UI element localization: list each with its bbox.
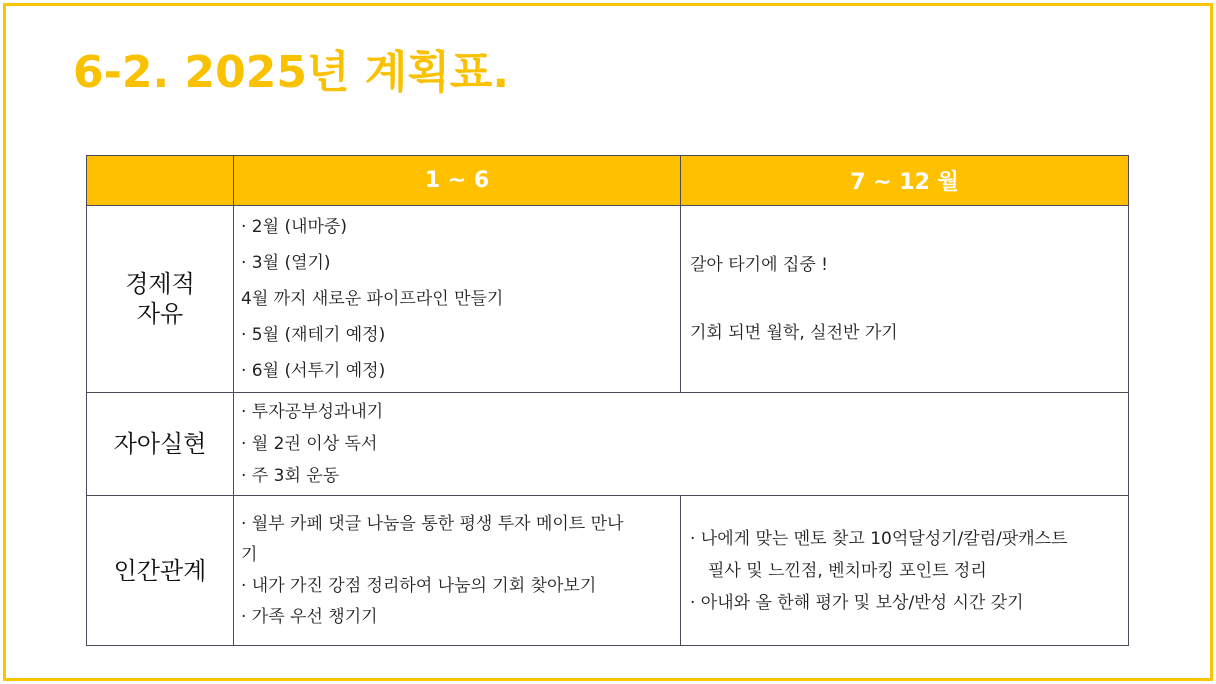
list-item: · 내가 가진 강점 정리하여 나눔의 기회 찾아보기 (241, 575, 597, 596)
row-label-economic-freedom (87, 206, 234, 393)
relationships-first-half (234, 496, 681, 646)
list-item: · 3월 (열기) (241, 253, 331, 273)
row-label-line: 경제적 (125, 270, 195, 298)
header-empty (87, 156, 234, 206)
header-first-half: 1 ~ 6 (234, 156, 681, 206)
economic-second-half (681, 206, 1129, 393)
list-item: · 월부 카페 댓글 나눔을 통한 평생 투자 메이트 만나 (241, 513, 624, 534)
relationships-second-half (681, 496, 1129, 646)
row-label-line: 자유 (136, 300, 184, 328)
list-item: · 주 3회 운동 (241, 466, 340, 486)
table-row-self-realization (87, 393, 1129, 496)
list-item: 필사 및 느낀점, 벤치마킹 포인트 정리 (708, 560, 987, 581)
list-item: · 나에게 맞는 멘토 찾고 10억달성기/칼럼/팟캐스트 (690, 528, 1068, 549)
row-label-relationships: 인간관계 (87, 496, 234, 646)
list-item: · 월 2권 이상 독서 (241, 434, 378, 454)
self-realization-full-year (234, 393, 1129, 496)
header-second-half: 7 ~ 12 월 (681, 156, 1129, 206)
table-row-relationships (87, 496, 1129, 646)
table-header-row (87, 156, 1129, 206)
economic-first-half (234, 206, 681, 393)
list-item: · 6월 (서투기 예정) (241, 361, 386, 381)
list-item: · 5월 (재테기 예정) (241, 325, 386, 345)
list-item: 기 (241, 544, 258, 565)
list-item: · 아내와 올 한해 평가 및 보상/반성 시간 갖기 (690, 592, 1024, 613)
list-item: 4월 까지 새로운 파이프라인 만들기 (241, 289, 504, 309)
list-item: 기회 되면 월학, 실전반 가기 (690, 323, 898, 343)
list-item: · 2월 (내마중) (241, 217, 347, 237)
table-row-economic-freedom (87, 206, 1129, 393)
list-item: · 가족 우선 챙기기 (241, 606, 378, 627)
list-item: 갈아 타기에 집중 ! (690, 255, 828, 275)
page-title: 6-2. 2025년 계획표. (73, 47, 510, 98)
list-item: · 투자공부성과내기 (241, 402, 384, 422)
plan-table (86, 155, 1129, 646)
row-label-self-realization: 자아실현 (87, 393, 234, 496)
